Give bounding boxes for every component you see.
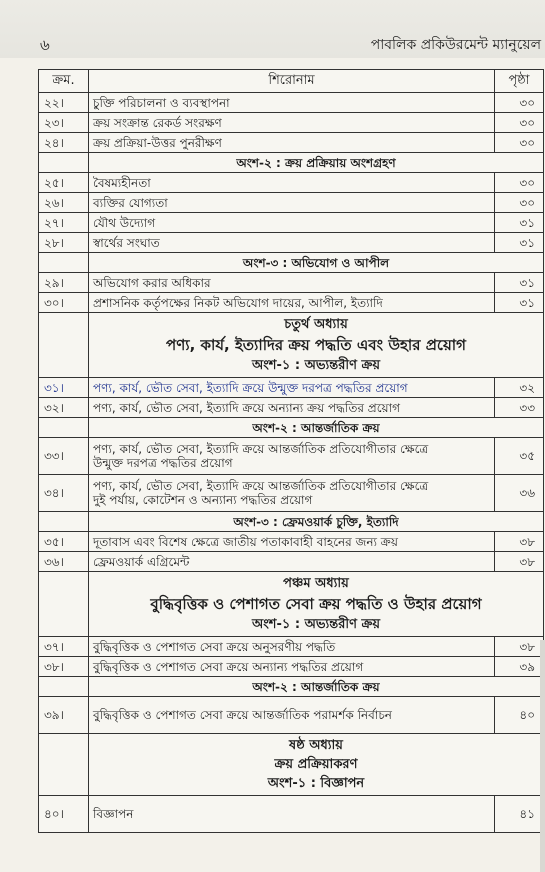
- row-title-line: উন্মুক্ত দরপত্র পদ্ধতির প্রয়োগ: [93, 456, 233, 470]
- row-title: ক্রয় প্রক্রিয়া-উত্তর পুনরীক্ষণ: [89, 133, 495, 153]
- row-page: ৩২: [495, 378, 544, 398]
- row-page: ৩৬: [495, 475, 544, 512]
- table-row: [39, 438, 544, 475]
- chapter-title: পণ্য, কার্য, ইত্যাদির ক্রয় পদ্ধতি এবং উহার প্রয়োগ: [166, 336, 466, 354]
- section-row: [39, 153, 544, 173]
- table-row: [39, 133, 544, 153]
- row-title: যৌথ উদ্যোগ: [89, 213, 495, 233]
- row-page: ৩৮: [495, 552, 544, 572]
- row-num: ৩৪।: [39, 475, 89, 512]
- col-header-page: পৃষ্ঠা: [495, 70, 544, 93]
- table-row: [39, 657, 544, 677]
- chapter-part: অংশ-১ : অভ্যন্তরীণ ক্রয়: [251, 358, 381, 373]
- table-row: [39, 398, 544, 418]
- table-row: [39, 193, 544, 213]
- section-row: [39, 677, 544, 697]
- chapter-title: ক্রয় প্রক্রিয়াকরণ: [274, 757, 358, 772]
- row-page: ৩৮: [495, 532, 544, 552]
- table-row: [39, 697, 544, 734]
- row-num: ২২।: [39, 93, 89, 113]
- row-page: ৩০: [495, 133, 544, 153]
- row-title: [89, 475, 495, 512]
- row-page: ৩১: [495, 213, 544, 233]
- row-page: ৩০: [495, 93, 544, 113]
- row-title: বৈষম্যহীনতা: [89, 173, 495, 193]
- table-row: [39, 93, 544, 113]
- table-header-row: [39, 70, 544, 93]
- row-page: ৩০: [495, 193, 544, 213]
- row-title: বুদ্ধিবৃত্তিক ও পেশাগত সেবা ক্রয়ে অনুসরণীয় পদ্ধতি: [89, 637, 495, 657]
- chapter-part: অংশ-১ : বিজ্ঞাপন: [267, 776, 365, 791]
- chapter-name: চতুর্থ অধ্যায়: [284, 317, 348, 332]
- row-title: [89, 438, 495, 475]
- section-heading: অংশ-৩ : অভিযোগ ও আপীল: [89, 253, 544, 273]
- row-num: ৩৮।: [39, 657, 89, 677]
- row-page: ৪১: [495, 796, 544, 833]
- row-num: ২৮।: [39, 233, 89, 253]
- table-row: [39, 475, 544, 512]
- page-edge-shadow: [540, 640, 545, 872]
- section-row: [39, 418, 544, 438]
- page-number: ৬: [40, 36, 50, 54]
- table-row: [39, 233, 544, 253]
- table-row: [39, 273, 544, 293]
- row-title: পণ্য, কার্য, ভৌত সেবা, ইত্যাদি ক্রয়ে উন্মুক্ত দরপত্র পদ্ধতির প্রয়োগ: [89, 378, 495, 398]
- row-title-line: পণ্য, কার্য, ভৌত সেবা, ইত্যাদি ক্রয়ে আন্তর্জাতিক প্রতিযোগীতার ক্ষেত্রে: [93, 442, 429, 456]
- chapter-row: [39, 313, 544, 378]
- row-num: ৩৯।: [39, 697, 89, 734]
- row-num: ৩৫।: [39, 532, 89, 552]
- chapter-heading: [89, 734, 544, 796]
- row-page: ৩৫: [495, 438, 544, 475]
- table-row: [39, 796, 544, 833]
- row-page: ৩০: [495, 113, 544, 133]
- row-num: ৩৭।: [39, 637, 89, 657]
- chapter-row: [39, 572, 544, 637]
- chapter-heading: [89, 572, 544, 637]
- chapter-heading: [89, 313, 544, 378]
- row-title-line: দুই পর্যায়, কোটেশন ও অন্যান্য পদ্ধতির প্রয়োগ: [93, 493, 313, 507]
- table-row: [39, 552, 544, 572]
- row-num: ৩১।: [39, 378, 89, 398]
- chapter-part: অংশ-১ : অভ্যন্তরীণ ক্রয়: [251, 617, 381, 632]
- row-num: ২৪।: [39, 133, 89, 153]
- row-page: ৩১: [495, 273, 544, 293]
- row-page: ৪০: [495, 697, 544, 734]
- table-row: [39, 637, 544, 657]
- row-title: ক্রয় সংক্রান্ত রেকর্ড সংরক্ষণ: [89, 113, 495, 133]
- row-num: ২৭।: [39, 213, 89, 233]
- running-title: পাবলিক প্রকিউরমেন্ট ম্যানুয়েল: [370, 37, 541, 53]
- section-heading: অংশ-২ : আন্তর্জাতিক ক্রয়: [89, 677, 544, 697]
- row-title: চুক্তি পরিচালনা ও ব্যবস্থাপনা: [89, 93, 495, 113]
- row-title: ফ্রেমওয়ার্ক এগ্রিমেন্ট: [89, 552, 495, 572]
- col-header-num: ক্রম.: [39, 70, 89, 93]
- row-num: ৩৬।: [39, 552, 89, 572]
- section-heading: অংশ-২ : ক্রয় প্রক্রিয়ায় অংশগ্রহণ: [89, 153, 544, 173]
- row-num: ২৬।: [39, 193, 89, 213]
- row-title: ব্যক্তির যোগ্যতা: [89, 193, 495, 213]
- row-num: ৩৩।: [39, 438, 89, 475]
- chapter-name: পঞ্চম অধ্যায়: [283, 576, 349, 591]
- page-header: [0, 0, 545, 58]
- table-row: [39, 113, 544, 133]
- row-title: বুদ্ধিবৃত্তিক ও পেশাগত সেবা ক্রয়ে আন্তর্জাতিক পরামর্শক নির্বাচন: [89, 697, 495, 734]
- row-num: ৩০।: [39, 293, 89, 313]
- row-title: বুদ্ধিবৃত্তিক ও পেশাগত সেবা ক্রয়ে অন্যান্য পদ্ধতির প্রয়োগ: [89, 657, 495, 677]
- section-row: [39, 253, 544, 273]
- chapter-title: বুদ্ধিবৃত্তিক ও পেশাগত সেবা ক্রয় পদ্ধতি ও উহার প্রয়োগ: [150, 595, 482, 613]
- row-title: বিজ্ঞাপন: [89, 796, 495, 833]
- row-title-line: পণ্য, কার্য, ভৌত সেবা, ইত্যাদি ক্রয়ে আন্তর্জাতিক প্রতিযোগীতার ক্ষেত্রে: [93, 479, 429, 493]
- contents-table: [38, 69, 544, 833]
- table-row: [39, 213, 544, 233]
- row-num: ৪০।: [39, 796, 89, 833]
- chapter-row: [39, 734, 544, 796]
- section-heading: অংশ-২ : আন্তর্জাতিক ক্রয়: [89, 418, 544, 438]
- row-page: ৩৯: [495, 657, 544, 677]
- row-page: ৩৮: [495, 637, 544, 657]
- col-header-title: শিরোনাম: [89, 70, 495, 93]
- table-row: [39, 293, 544, 313]
- row-num: ২৯।: [39, 273, 89, 293]
- row-title: দূতাবাস এবং বিশেষ ক্ষেত্রে জাতীয় পতাকাবাহী বাহনের জন্য ক্রয়: [89, 532, 495, 552]
- table-row: [39, 532, 544, 552]
- row-title: অভিযোগ করার অধিকার: [89, 273, 495, 293]
- row-page: ৩১: [495, 293, 544, 313]
- row-num: ৩২।: [39, 398, 89, 418]
- row-page: ৩১: [495, 233, 544, 253]
- section-row: [39, 512, 544, 532]
- chapter-name: ষষ্ঠ অধ্যায়: [289, 738, 343, 753]
- table-row: [39, 173, 544, 193]
- row-num: ২৩।: [39, 113, 89, 133]
- section-heading: অংশ-৩ : ফ্রেমওয়ার্ক চুক্তি, ইত্যাদি: [89, 512, 544, 532]
- row-title: স্বার্থের সংঘাত: [89, 233, 495, 253]
- row-title: প্রশাসনিক কর্তৃপক্ষের নিকট অভিযোগ দায়ের, আপীল, ইত্যাদি: [89, 293, 495, 313]
- row-num: ২৫।: [39, 173, 89, 193]
- row-page: ৩০: [495, 173, 544, 193]
- row-title: পণ্য, কার্য, ভৌত সেবা, ইত্যাদি ক্রয়ে অন্যান্য ক্রয় পদ্ধতির প্রয়োগ: [89, 398, 495, 418]
- table-row: [39, 378, 544, 398]
- row-page: ৩৩: [495, 398, 544, 418]
